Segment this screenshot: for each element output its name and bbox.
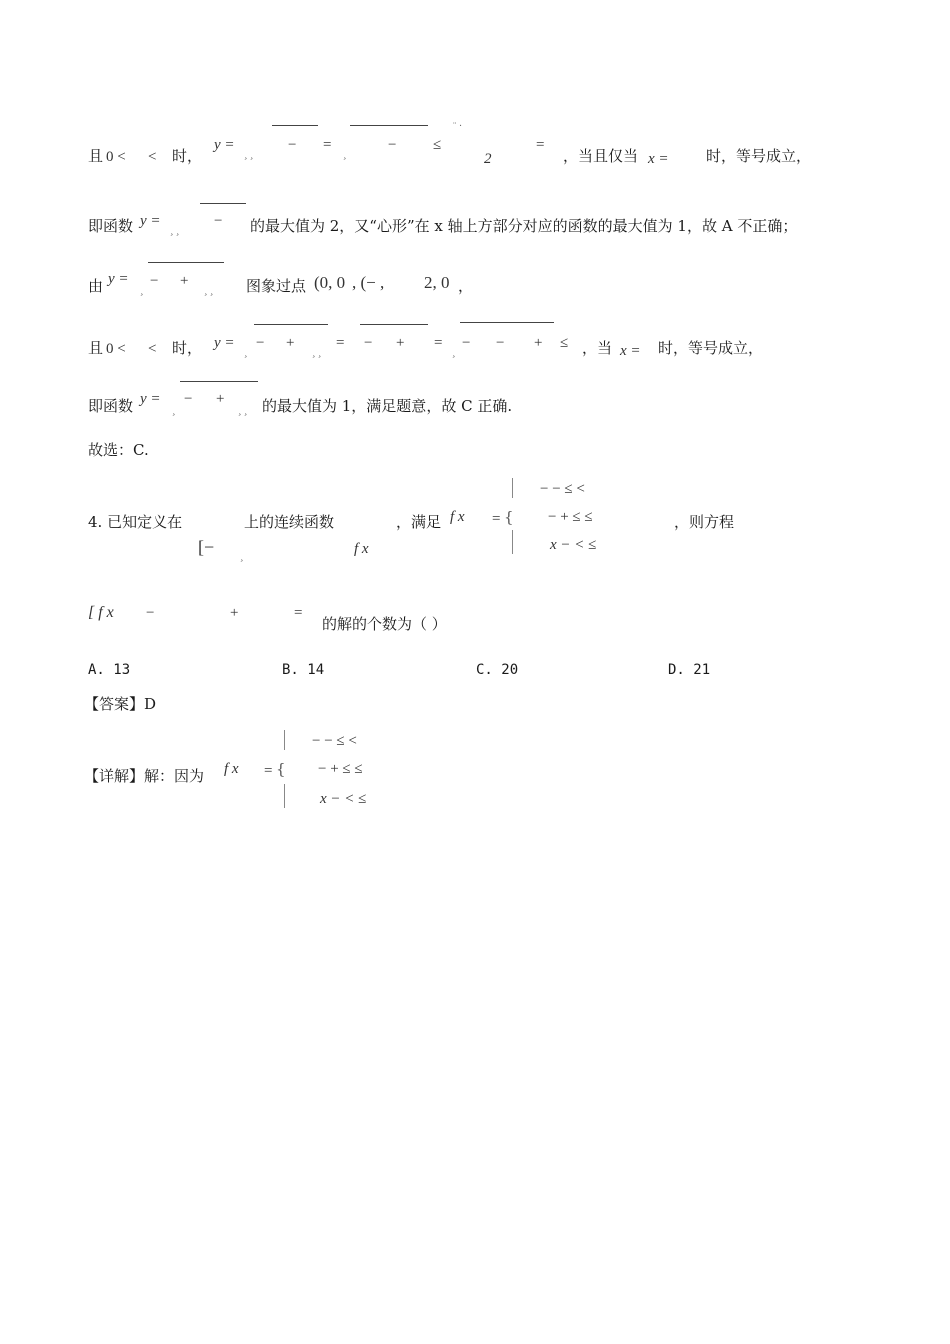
- text: ，当且仅当: [563, 147, 639, 165]
- math-op: +: [216, 391, 225, 407]
- text: ，: [458, 277, 474, 295]
- math-two: 2: [484, 151, 492, 167]
- text: 的最大值为 2，又“心形”在 x 轴上方部分对应的函数的最大值为 1，故 A 不正确；: [250, 217, 798, 235]
- text: 时，: [172, 339, 203, 357]
- text: 时，等号成立，: [706, 147, 812, 165]
- brace-top: [284, 730, 285, 750]
- math-op: ≤: [560, 335, 569, 351]
- question-text: ，则方程: [674, 513, 735, 531]
- math-op: +: [230, 605, 239, 621]
- math-op: =: [434, 335, 443, 351]
- math-dots: ¸: [343, 149, 347, 160]
- text: 时，等号成立，: [658, 339, 764, 357]
- text: 的最大值为 1，满足题意，故 C 正确.: [262, 397, 513, 415]
- sqrt-bar: [350, 125, 428, 126]
- math-op: −: [256, 335, 265, 351]
- brace-top: [512, 478, 513, 498]
- conclusion-text: 故选：C.: [88, 441, 149, 459]
- math-ineq: 0 <: [106, 341, 126, 357]
- math-op: −: [184, 391, 193, 407]
- sqrt-bar: [180, 381, 258, 382]
- math-dots: ¸: [452, 347, 456, 358]
- text: 且: [88, 147, 104, 165]
- brace-bottom: [284, 784, 285, 808]
- math-op: +: [396, 335, 405, 351]
- sqrt-bar: [272, 125, 318, 126]
- brace-bottom: [512, 530, 513, 554]
- math-op: −: [150, 273, 159, 289]
- piecewise-case-2: − + ≤ ≤: [318, 761, 363, 777]
- math-ineq: 0 <: [106, 149, 126, 165]
- sqrt-bar: [148, 262, 224, 263]
- brace-mid: {: [504, 508, 514, 526]
- math-dots: ¸ ¸: [244, 149, 254, 160]
- math-op: =: [336, 335, 345, 351]
- math-dots: ¸: [240, 551, 244, 562]
- text: 由: [88, 277, 104, 295]
- sqrt-bar: [360, 324, 428, 325]
- brace-mid: {: [276, 760, 286, 778]
- question-text: 的解的个数为（ ）: [322, 615, 447, 633]
- math-op: =: [536, 137, 545, 153]
- math-op: =: [492, 511, 501, 527]
- piecewise-case-3: x − < ≤: [320, 791, 367, 807]
- math-dots: ¸: [172, 405, 176, 416]
- math-op: −: [462, 335, 471, 351]
- math-dots: ¸ ¸: [204, 285, 214, 296]
- math-y-eq: y =: [140, 213, 161, 229]
- math-y-eq: y =: [108, 271, 129, 287]
- text: ，当: [582, 339, 613, 357]
- math-fx: f x: [224, 761, 239, 777]
- math-x-eq: x =: [648, 151, 669, 167]
- question-text: 4. 已知定义在: [88, 513, 183, 531]
- text: 时，: [172, 147, 203, 165]
- option-d[interactable]: D. 21: [668, 662, 711, 678]
- sqrt-bar: [254, 324, 328, 325]
- sqrt-bar: [460, 322, 554, 323]
- option-c[interactable]: C. 20: [476, 662, 519, 678]
- math-interval: [−: [198, 537, 215, 557]
- math-dots: ¸: [244, 347, 248, 358]
- math-y-eq: y =: [214, 137, 235, 153]
- text: 且: [88, 339, 104, 357]
- math-y-eq: y =: [214, 335, 235, 351]
- detail-label: 【详解】解：因为: [84, 767, 205, 785]
- text: 图象过点: [246, 277, 307, 295]
- math-fx: f x: [354, 541, 369, 557]
- math-fx: f x: [450, 509, 465, 525]
- math-op: +: [286, 335, 295, 351]
- math-equation: [ f x: [88, 604, 114, 621]
- math-op: −: [496, 335, 505, 351]
- math-dots: ¸ ¸: [170, 225, 180, 236]
- math-point: 2, 0: [424, 273, 450, 292]
- math-op: −: [214, 213, 223, 229]
- math-dots: ¸: [140, 285, 144, 296]
- piecewise-case-1: − − ≤ <: [540, 481, 585, 497]
- math-op: =: [264, 763, 273, 779]
- math-x-eq: x =: [620, 343, 641, 359]
- option-b[interactable]: B. 14: [282, 662, 325, 678]
- text: 即函数: [88, 397, 134, 415]
- math-op: −: [146, 605, 155, 621]
- question-text: ，满足: [396, 513, 442, 531]
- math-op: =: [294, 605, 303, 621]
- math-op: −: [288, 137, 297, 153]
- math-point: (0, 0: [314, 273, 346, 292]
- piecewise-case-1: − − ≤ <: [312, 733, 357, 749]
- answer-label: 【答案】D: [84, 695, 157, 713]
- piecewise-case-2: − + ≤ ≤: [548, 509, 593, 525]
- math-dots: ¸ ¸: [312, 347, 322, 358]
- math-op: +: [180, 273, 189, 289]
- math-op: =: [323, 137, 332, 153]
- math-op: −: [388, 137, 397, 153]
- text: 即函数: [88, 217, 134, 235]
- math-dots: ¸ ¸: [238, 405, 248, 416]
- math-point: , (− ,: [352, 273, 385, 292]
- math-op: ≤: [433, 137, 442, 153]
- math-op: −: [364, 335, 373, 351]
- sqrt-bar: [200, 203, 246, 204]
- math-y-eq: y =: [140, 391, 161, 407]
- math-dots: ¨ ·: [453, 121, 463, 132]
- question-text: 上的连续函数: [244, 513, 335, 531]
- piecewise-case-3: x − < ≤: [550, 537, 597, 553]
- math-ineq: <: [148, 149, 157, 165]
- math-op: +: [534, 335, 543, 351]
- math-ineq: <: [148, 341, 157, 357]
- option-a[interactable]: A. 13: [88, 662, 131, 678]
